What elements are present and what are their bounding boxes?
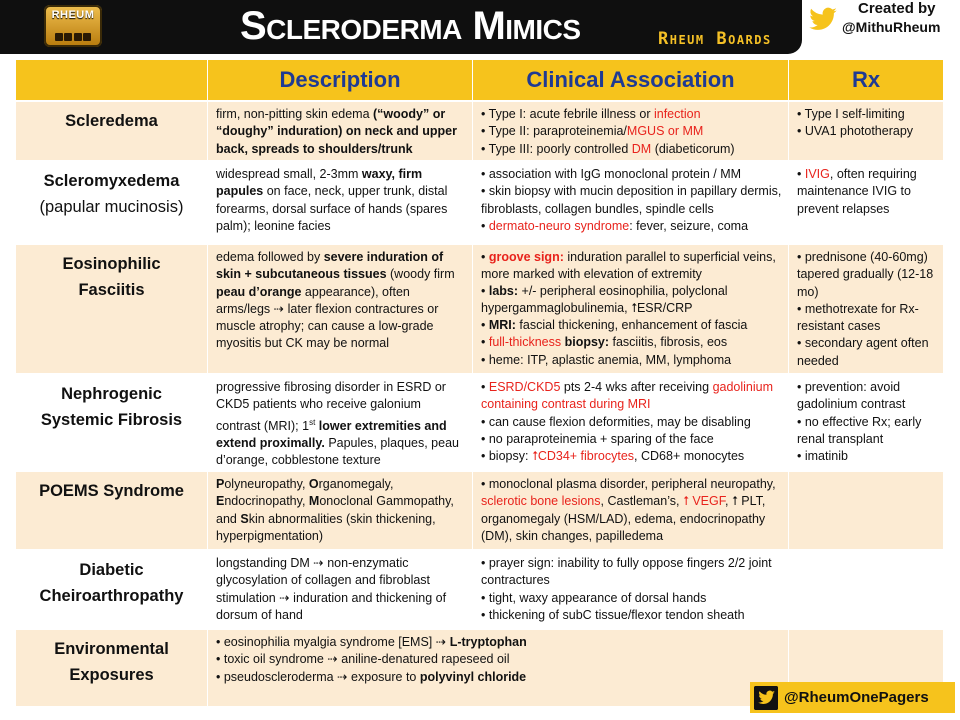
author-credit	[804, 0, 960, 42]
rx-cell-empty	[789, 472, 944, 551]
rx-line: • UVA1 phototherapy	[797, 124, 914, 139]
column-header-clinical-association: Clinical Association	[473, 60, 789, 102]
clin-line: • labs: +/- peripheral eosinophilia, polyclonal hypergammaglobulinemia, ⭡ESR/CRP	[481, 284, 728, 316]
rx-line: • secondary agent often needed	[797, 336, 929, 368]
twitter-bird-icon	[808, 4, 838, 34]
rx-line: • methotrexate for Rx-resistant cases	[797, 301, 919, 334]
logo-keys	[55, 33, 91, 41]
clin-line: • dermato-neuro syndrome: fever, seizure, coma	[481, 218, 749, 233]
env-line: • toxic oil syndrome ⇢ aniline-denatured rapeseed oil	[216, 652, 510, 667]
clin-line: • prayer sign: inability to fully oppose fingers 2/2 joint contractures	[481, 556, 772, 588]
credit-label: Created by	[858, 0, 936, 17]
rx-cell	[789, 375, 944, 472]
rx-line: • no effective Rx; early renal transplant	[797, 414, 922, 446]
clin-line: • skin biopsy with mucin deposition in papillary dermis, fibroblasts, collagen bundles, spindle cells	[481, 184, 782, 216]
clin-line: • association with IgG monoclonal protein / MM	[481, 167, 742, 181]
clin-cell: • monoclonal plasma disorder, peripheral neuropathy, sclerotic bone lesions, Castleman’s, ⭡ VEGF, ⭡ PLT, organomegaly (HSM/LAD), edema, endocrinopathy (DM), skin changes, papilledema	[473, 472, 789, 551]
desc-text: spreads to shoulders/trunk	[247, 141, 413, 156]
row-name-nephrogenic-systemic-fibrosis: Nephrogenic Systemic Fibrosis	[16, 375, 208, 472]
mimics-table	[16, 60, 944, 708]
rx-line: • imatinib	[797, 449, 848, 464]
clin-cell	[473, 375, 789, 472]
clin-line: • Type III: poorly controlled DM (diabeticorum)	[481, 141, 735, 156]
row-name-scleromyxedema	[16, 162, 208, 245]
desc-cell: Polyneuropathy, Organomegaly, Endocrinopathy, Monoclonal Gammopathy, and Skin abnormalities (skin thickening, hyperpigmentation)	[208, 472, 473, 551]
desc-cell: longstanding DM ⇢ non-enzymatic glycosylation of collagen and fibroblast stimulation ⇢ induration and thickening of dorsum of hand	[208, 551, 473, 630]
desc-cell: progressive fibrosing disorder in ESRD or CKD5 patients who receive galonium contrast (MRI); 1st lower extremities and extend proximally. Papules, plaques, peau d’orange, cobblestone texture	[208, 375, 473, 472]
footer-handle-badge[interactable]	[750, 682, 955, 713]
row-name-diabetic-cheiroarthropathy: Diabetic Cheiroarthropathy	[16, 551, 208, 630]
clin-cell	[473, 162, 789, 245]
footer-handle[interactable]: @RheumOnePagers	[784, 689, 929, 706]
title-banner	[0, 0, 802, 54]
rx-cell-empty	[789, 551, 944, 630]
rheum-logo-icon	[44, 5, 102, 47]
rx-cell	[789, 102, 944, 162]
rx-line: • prednisone (40-60mg) tapered gradually (12-18 mo)	[797, 250, 934, 299]
environmental-desc-cell	[208, 630, 789, 708]
clin-cell	[473, 551, 789, 630]
clin-line: • biopsy: ⭡CD34+ fibrocytes, CD68+ monocytes	[481, 449, 745, 464]
clin-line: • groove sign: induration parallel to superficial veins, more marked with elevation of extremity	[481, 250, 776, 282]
row-name-poems-syndrome: POEMS Syndrome	[16, 472, 208, 551]
page-title: Scleroderma Mimics	[240, 4, 581, 48]
desc-text: firm, non-pitting skin edema	[216, 107, 374, 121]
desc-cell	[208, 102, 473, 162]
column-header-rx: Rx	[789, 60, 944, 102]
twitter-bird-icon	[754, 686, 778, 710]
row-name-subtitle: (papular mucinosis)	[39, 198, 184, 216]
clin-line: • thickening of subC tissue/flexor tendon sheath	[481, 607, 745, 622]
row-name-eosinophilic-fasciitis: Eosinophilic Fasciitis	[16, 245, 208, 375]
row-name-scleredema	[16, 102, 208, 162]
desc-bold: (“woody” or “doughy” induration) on neck and upper back,	[216, 107, 457, 156]
env-line: • eosinophilia myalgia syndrome [EMS] ⇢ L-tryptophan	[216, 635, 527, 649]
clin-cell	[473, 245, 789, 375]
clin-line: • full-thickness biopsy: fasciitis, fibrosis, eos	[481, 335, 728, 350]
rx-cell: • IVIG, often requiring maintenance IVIG to prevent relapses	[789, 162, 944, 245]
clin-line: • Type II: paraproteinemia/MGUS or MM	[481, 124, 704, 139]
desc-cell: widespread small, 2-3mm waxy, firm papules on face, neck, upper trunk, distal forearms, dorsal surface of hands (spares palm); leonine facies	[208, 162, 473, 245]
logo-text: RHEUM	[51, 9, 95, 21]
row-name: Scleromyxedema	[43, 172, 180, 190]
rx-line: • prevention: avoid gadolinium contrast	[797, 380, 906, 412]
clin-line: • tight, waxy appearance of dorsal hands	[481, 590, 707, 605]
author-handle[interactable]: @MithuRheum	[842, 19, 941, 35]
clin-line: • MRI: fascial thickening, enhancement of fascia	[481, 318, 748, 333]
clin-line: • ESRD/CKD5 pts 2-4 wks after receiving gadolinium containing contrast during MRI	[481, 380, 774, 412]
rx-cell	[789, 245, 944, 375]
header-corner	[16, 60, 208, 102]
row-name-environmental-exposures: Environmental Exposures	[16, 630, 208, 708]
page-subtitle: Rheum Boards	[658, 29, 772, 49]
clin-line: • Type I: acute febrile illness or infection	[481, 107, 701, 121]
rx-line: • Type I self-limiting	[797, 107, 905, 121]
column-header-description: Description	[208, 60, 473, 102]
env-line: • pseudoscleroderma ⇢ exposure to polyvinyl chloride	[216, 669, 527, 684]
clin-line: • heme: ITP, aplastic anemia, MM, lymphoma	[481, 352, 732, 367]
clin-line: • no paraproteinemia + sparing of the face	[481, 431, 714, 446]
row-name: Scleredema	[65, 112, 158, 130]
clin-line: • can cause flexion deformities, may be disabling	[481, 414, 751, 429]
desc-cell: edema followed by severe induration of skin + subcutaneous tissues (woody firm peau d’orange appearance), often arms/legs ⇢ later flexion contractures or muscle atrophy; can cause a low-grade myositis but CK may be normal	[208, 245, 473, 375]
clin-cell	[473, 102, 789, 162]
